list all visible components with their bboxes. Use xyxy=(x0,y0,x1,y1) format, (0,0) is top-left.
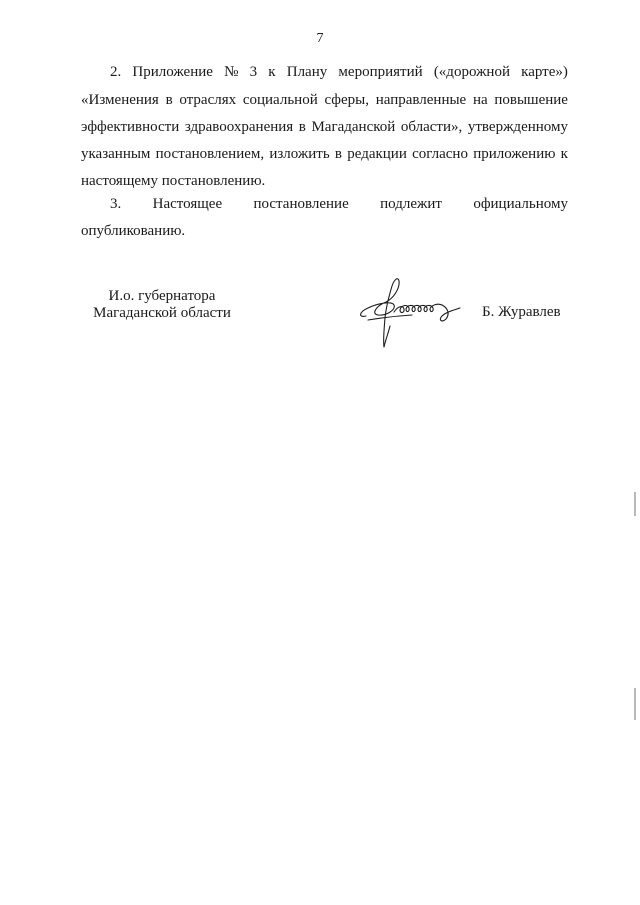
paragraph-2-line-3 xyxy=(81,118,568,136)
word: указанным xyxy=(81,146,151,162)
word: повышение xyxy=(494,92,568,108)
word: согласно xyxy=(412,146,468,162)
paragraph-2-line-5: настоящему постановлению. xyxy=(81,173,266,189)
word: приложению xyxy=(473,146,556,162)
word: направленные xyxy=(375,92,467,108)
word: здравоохранения xyxy=(184,119,294,135)
word: 3. xyxy=(110,196,122,212)
word: области», xyxy=(400,119,463,135)
signatory-title-line-2: Магаданской области xyxy=(93,305,231,321)
word: к xyxy=(560,146,568,162)
word: карте») xyxy=(521,64,568,80)
word: сферы, xyxy=(324,92,369,108)
word: изложить xyxy=(269,146,330,162)
word: постановлением, xyxy=(155,146,265,162)
paragraph-2-line-1 xyxy=(110,63,568,81)
word: официальному xyxy=(473,196,568,212)
scan-edge-mark-upper xyxy=(634,492,636,516)
word: к xyxy=(268,64,276,80)
word: постановление xyxy=(253,196,349,212)
word: утвержденному xyxy=(467,119,568,135)
signatory-title-line-1: И.о. губернатора xyxy=(108,288,216,304)
word: 2. xyxy=(110,64,122,80)
word: мероприятий xyxy=(338,64,423,80)
word: 3 xyxy=(249,64,258,80)
handwritten-signature xyxy=(356,272,468,352)
paragraph-3-line-2: опубликованию. xyxy=(81,223,186,239)
word: эффективности xyxy=(81,119,180,135)
paragraph-2-line-4 xyxy=(81,145,568,163)
word: Плану xyxy=(286,64,328,80)
word: социальной xyxy=(242,92,318,108)
word: Магаданской xyxy=(311,119,396,135)
word: на xyxy=(472,92,488,108)
paragraph-3-line-1 xyxy=(110,195,568,213)
word: № xyxy=(224,64,239,80)
word: редакции xyxy=(347,146,407,162)
word: Приложение xyxy=(132,64,213,80)
page-number: 7 xyxy=(316,31,324,46)
paragraph-2-line-2 xyxy=(81,91,568,109)
word: («дорожной xyxy=(433,64,510,80)
word: подлежит xyxy=(380,196,442,212)
word: отраслях xyxy=(179,92,237,108)
word: в xyxy=(165,92,173,108)
scan-edge-mark-lower xyxy=(634,688,636,720)
word: в xyxy=(298,119,306,135)
word: в xyxy=(334,146,343,162)
word: Настоящее xyxy=(152,196,223,212)
word: «Изменения xyxy=(81,92,159,108)
signatory-name: Б. Журавлев xyxy=(482,304,561,320)
